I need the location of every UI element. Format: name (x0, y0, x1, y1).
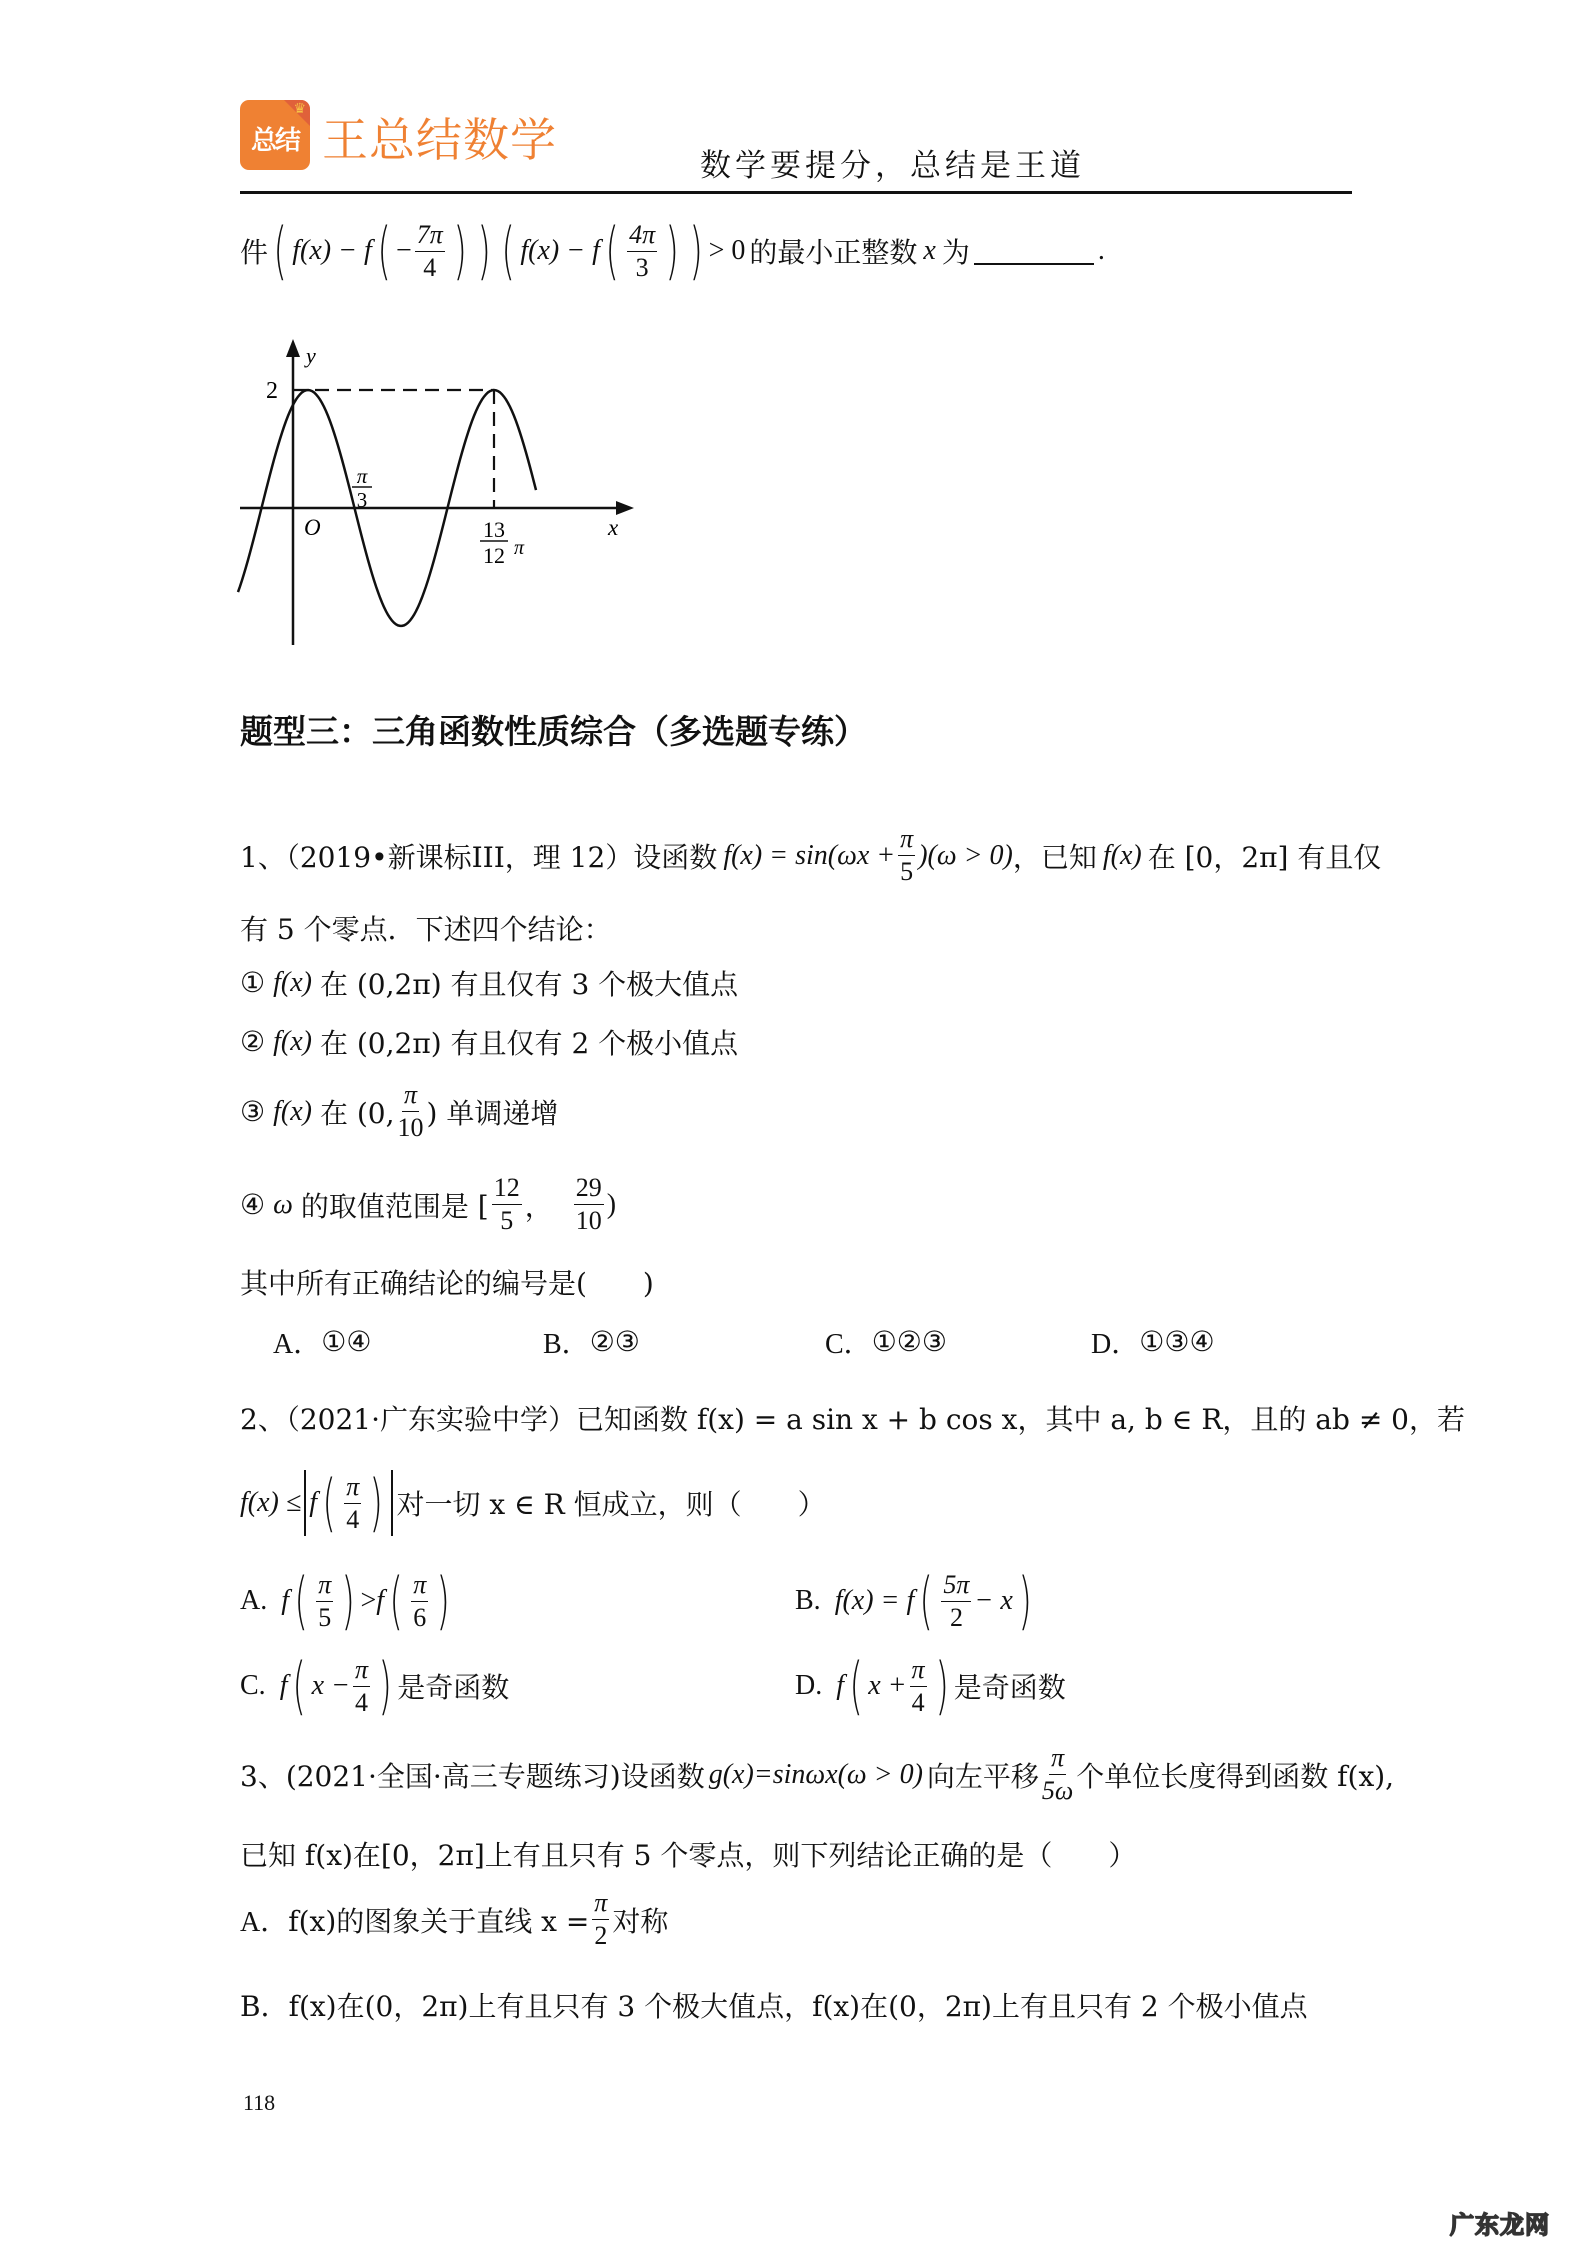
paren-open: ( (377, 214, 391, 287)
option-label: D． (1091, 1329, 1140, 1360)
cond-tail: 对一切 x ∈ R 恒成立，则（ ） (396, 1488, 826, 1521)
fraction (411, 1569, 428, 1632)
q1-statement-2 (240, 1022, 738, 1062)
q1-option-b[interactable] (543, 1322, 640, 1362)
frac-num: 5π (941, 1572, 971, 1602)
q1-option-c[interactable] (825, 1322, 947, 1362)
statement-text: 在 (0,2π) 有且仅有 2 个极小值点 (319, 1027, 739, 1060)
var-x: x (923, 235, 936, 266)
option-value: ①③④ (1139, 1327, 1215, 1358)
frac-den: 5 (318, 1602, 332, 1632)
frac-den: 4 (346, 1504, 360, 1534)
x-label: x (608, 515, 619, 540)
q2-stem-line1: 2、（2021·广东实验中学）已知函数 f(x) = a sin x + b cos x，其中 a, b ∈ R，且的 ab ≠ 0，若 (240, 1403, 1465, 1436)
zero-label-num: π (356, 464, 368, 488)
q3-tail: 个单位长度得到函数 f(x), (1076, 1759, 1395, 1793)
pre: x + (868, 1670, 907, 1701)
f: f (376, 1585, 385, 1616)
paren-open: ( (501, 214, 515, 287)
abs-bar-right (391, 1470, 393, 1536)
circled-number: ① (240, 968, 266, 999)
q3-stem-line2: 已知 f(x)在[0，2π]上有且只有 5 个零点，则下列结论正确的是（ ） (240, 1839, 1137, 1872)
q1-func-tail: )(ω > 0) (918, 839, 1013, 871)
omega: ω (273, 1188, 293, 1220)
q3-lead: 3、(2021·全国·高三专题练习)设函数 (240, 1759, 705, 1793)
frac-num: π (353, 1657, 370, 1687)
paren-open: ( (389, 1564, 403, 1637)
option-label: A． (240, 1906, 289, 1938)
q1-lead: 1、（2019•新课标III，理 12）设函数 (240, 840, 718, 874)
paren-close: ) (453, 214, 467, 287)
y-axis-arrow-icon (286, 339, 300, 357)
frac-den: 4 (911, 1687, 925, 1717)
x-axis-arrow-icon (616, 501, 634, 515)
q1-option-a[interactable] (273, 1322, 371, 1362)
section-heading: 题型三：三角函数性质综合（多选题专练） (240, 712, 867, 751)
fraction (344, 1471, 361, 1534)
circled-number: ③ (240, 1096, 266, 1128)
frac-num: 4π (627, 222, 657, 252)
paren-open: ( (294, 1564, 308, 1637)
slogan: 数学要提分，总结是王道 (700, 148, 1085, 184)
cond-lhs: f(x) ≤ (240, 1487, 302, 1518)
option-label: A. (240, 1585, 268, 1616)
y-label: y (306, 343, 316, 368)
option-value: ①②③ (871, 1327, 947, 1358)
paren-close: ) (369, 1466, 384, 1539)
statement-pre: 在 (0, (319, 1096, 395, 1130)
option-value: ①④ (321, 1327, 372, 1358)
q1-stem-line1 (240, 826, 1381, 885)
frac-num: π (898, 826, 915, 856)
fraction (898, 826, 915, 885)
frac-num: π (402, 1082, 419, 1112)
paren-close: ) (689, 214, 704, 287)
fraction (592, 1890, 609, 1949)
option-label: B． (240, 1990, 289, 2023)
y-tick-2: 2 (266, 378, 278, 404)
option-label: B． (543, 1329, 590, 1360)
fraction (627, 219, 657, 282)
fx: f(x) (273, 1095, 312, 1127)
frac-den: 3 (635, 252, 649, 282)
fraction (574, 1175, 604, 1234)
term2-func: f(x) − f (520, 235, 600, 266)
end-period: . (1097, 235, 1105, 266)
paren-open: ( (849, 1649, 863, 1722)
frac-num: π (316, 1572, 333, 1602)
fraction (941, 1569, 971, 1632)
paren-close: ) (1018, 1564, 1032, 1637)
frac-den: 2 (594, 1921, 608, 1950)
fraction (316, 1569, 333, 1632)
f: f (836, 1670, 845, 1701)
statement-pre: 的取值范围是 [ (300, 1189, 489, 1223)
q3-option-b[interactable] (240, 1985, 1308, 2025)
q2-option-c[interactable] (240, 1649, 510, 1722)
q1-fx: f(x) (1102, 839, 1142, 871)
option-value: ②③ (589, 1327, 640, 1358)
answer-blank[interactable] (974, 237, 1094, 265)
option-label: C． (825, 1329, 872, 1360)
q1-func: f(x) = sin(ωx + (723, 839, 896, 871)
fx: f(x) (273, 1026, 312, 1057)
frac-num: π (411, 1572, 428, 1602)
frac-den: 10 (397, 1113, 424, 1142)
q1-statement-4 (240, 1175, 616, 1234)
brand-logo (240, 100, 310, 170)
f: f (281, 1585, 290, 1616)
q2-option-a[interactable] (240, 1564, 455, 1637)
watermark: 广东龙网 (1450, 2211, 1550, 2239)
q2-option-b[interactable] (795, 1564, 1037, 1637)
paren-close: ) (341, 1564, 356, 1637)
frac-num: π (592, 1890, 609, 1920)
peak-label-den: 12 (483, 543, 505, 568)
origin-label: O (304, 515, 321, 540)
option-label: A． (273, 1329, 322, 1360)
statement-text: 在 (0,2π) 有且仅有 3 个极大值点 (319, 968, 739, 1001)
circled-number: ④ (240, 1189, 266, 1221)
frac-den: 5ω (1041, 1776, 1074, 1805)
q1-interval: 在 [0，2π] 有且仅 (1147, 840, 1382, 874)
option-label: D. (795, 1670, 823, 1701)
peak-label-num: 13 (483, 517, 505, 542)
operator: > (360, 1585, 377, 1616)
term1-func: f(x) − f (292, 235, 372, 266)
option-text: f(x)在(0，2π)上有且只有 3 个极大值点，f(x)在(0，2π)上有且只有 2 个极小值点 (288, 1990, 1308, 2023)
fx: f(x) (273, 967, 312, 998)
q1-option-d[interactable] (1091, 1322, 1215, 1362)
pre: x − (311, 1670, 350, 1701)
lhs: f(x) = f (834, 1585, 915, 1616)
separator: ， (524, 1189, 553, 1223)
frac-den: 4 (423, 252, 437, 282)
fraction (415, 219, 445, 282)
cond-f: f (309, 1487, 318, 1518)
paren-open: ( (273, 214, 287, 287)
continued-question (240, 214, 1105, 287)
tail: − x (974, 1585, 1013, 1616)
q3-mid: 向左平移 (926, 1759, 1039, 1793)
frac-den: 5 (500, 1206, 514, 1235)
prefix-text: 件 (240, 236, 269, 269)
fraction (910, 1654, 927, 1717)
option-text: 是奇函数 (953, 1671, 1066, 1704)
fraction (492, 1175, 522, 1234)
paren-open: ( (605, 214, 619, 287)
frac-den: 10 (575, 1206, 602, 1235)
option-label: B. (795, 1585, 821, 1616)
frac-num: 12 (492, 1175, 522, 1205)
f: f (279, 1670, 288, 1701)
paren-close: ) (935, 1649, 949, 1722)
option-text: f(x)的图象关于直线 x = (288, 1904, 590, 1938)
frac-den: 6 (413, 1602, 427, 1632)
peak-label-pi: π (514, 537, 525, 559)
condition: > 0 (708, 235, 746, 266)
option-text: 是奇函数 (397, 1671, 510, 1704)
zero-label-den: 3 (356, 488, 368, 512)
option-tail: 对称 (612, 1904, 669, 1938)
paren-close: ) (665, 214, 679, 287)
paren-open: ( (292, 1649, 307, 1722)
q2-option-d[interactable] (795, 1649, 1066, 1722)
q3-stem-line1 (240, 1745, 1394, 1804)
suffix-text-2: 为 (941, 236, 970, 269)
paren-open: ( (919, 1564, 933, 1637)
statement-post: ) (606, 1188, 617, 1220)
circled-number: ② (240, 1027, 266, 1058)
paren-close: ) (436, 1564, 451, 1637)
fraction (1042, 1745, 1073, 1804)
frac-den: 4 (355, 1687, 369, 1717)
suffix-text: 的最小正整数 (749, 236, 918, 269)
fraction (398, 1082, 424, 1141)
fraction (353, 1654, 370, 1717)
term1-sign: − (395, 235, 412, 266)
q1-ask: 其中所有正确结论的编号是( ) (240, 1267, 654, 1300)
paren-close: ) (378, 1649, 392, 1722)
frac-den: 2 (949, 1602, 963, 1632)
frac-den: 5 (900, 857, 914, 886)
q1-stem-line2: 有 5 个零点．下述四个结论： (240, 913, 612, 946)
paren-close: ) (477, 214, 491, 287)
q2-stem-line2 (240, 1466, 826, 1539)
abs-bar-left (304, 1470, 306, 1536)
brand-name: 王总结数学 (322, 113, 557, 167)
statement-post: ) 单调递增 (426, 1096, 559, 1130)
logo-glyph: 总结 (250, 126, 299, 156)
option-label: C. (240, 1670, 266, 1701)
paren-open: ( (322, 1466, 336, 1539)
q1-mid: ，已知 (1012, 840, 1097, 874)
frac-num: π (910, 1657, 927, 1687)
q1-statement-3 (240, 1082, 558, 1141)
frac-num: π (344, 1474, 361, 1504)
header-divider (240, 191, 1352, 194)
frac-num: 7π (415, 222, 445, 252)
frac-num: π (1049, 1745, 1066, 1775)
sine-graph (236, 335, 636, 655)
crown-icon: ♛ (293, 102, 306, 117)
frac-num: 29 (574, 1175, 604, 1205)
q3-option-a[interactable] (240, 1890, 668, 1949)
q3-g: g(x)=sinωx(ω > 0) (708, 1758, 923, 1790)
page-number: 118 (243, 2090, 276, 2115)
q1-statement-1 (240, 963, 738, 1003)
